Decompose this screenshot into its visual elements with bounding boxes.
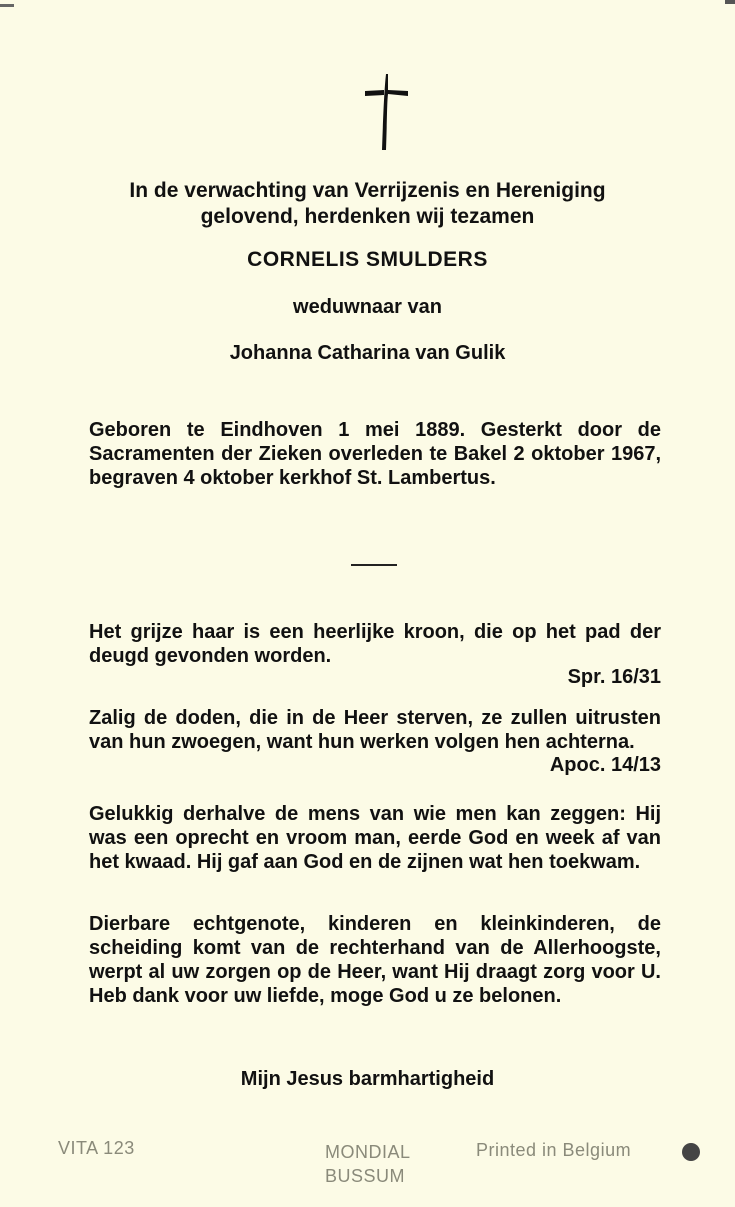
spouse-name: Johanna Catharina van Gulik	[229, 342, 506, 364]
deceased-name: CORNELIS SMULDERS	[247, 248, 488, 271]
quote-3: Gelukkig derhalve de mens van wie men kan zeggen: Hij was een oprecht en vroom man, eerde God en week af van het kwaad. Hij gaf aan God en de zijnen wat hen toekwam.	[89, 803, 661, 873]
footer-publisher	[325, 1140, 411, 1188]
intro-line-1: In de verwachting van Verrijzenis en Hereniging	[129, 179, 606, 202]
closing-prayer: Mijn Jesus barmhartigheid	[240, 1068, 495, 1090]
relation-text: weduwnaar van	[293, 296, 442, 318]
biography: Geboren te Eindhoven 1 mei 1889. Gesterkt door de Sacramenten der Zieken overleden te Bakel 2 oktober 1967, begraven 4 oktober kerkhof St. Lambertus.	[89, 419, 661, 489]
footer-printed: Printed in Belgium	[476, 1140, 632, 1160]
quote-2-reference: Apoc. 14/13	[549, 754, 661, 776]
quote-1: Het grijze haar is een heerlijke kroon, die op het pad der deugd gevonden worden.	[89, 621, 661, 667]
separator-line	[351, 564, 397, 566]
quote-1-reference: Spr. 16/31	[567, 666, 661, 688]
publisher-line-2: BUSSUM	[325, 1166, 406, 1186]
corner-mark-left	[0, 4, 14, 7]
quote-4: Dierbare echtgenote, kinderen en kleinkinderen, de scheiding komt van de rechterhand van de Allerhoogste, werpt al uw zorgen op de Heer, want Hij draagt zorg voor U. Heb dank voor uw liefde, moge God u ze belonen.	[89, 913, 661, 1007]
intro-text	[0, 178, 735, 230]
corner-mark	[725, 0, 735, 4]
cross-icon	[362, 72, 410, 152]
quote-2: Zalig de doden, die in de Heer sterven, ze zullen uitrusten van hun zwoegen, want hun werken volgen hen achterna.	[89, 707, 661, 753]
printer-logo-icon	[682, 1143, 700, 1161]
intro-line-2: gelovend, herdenken wij tezamen	[200, 205, 535, 228]
publisher-line-1: MONDIAL	[325, 1142, 411, 1162]
footer-code: VITA 123	[58, 1138, 135, 1158]
